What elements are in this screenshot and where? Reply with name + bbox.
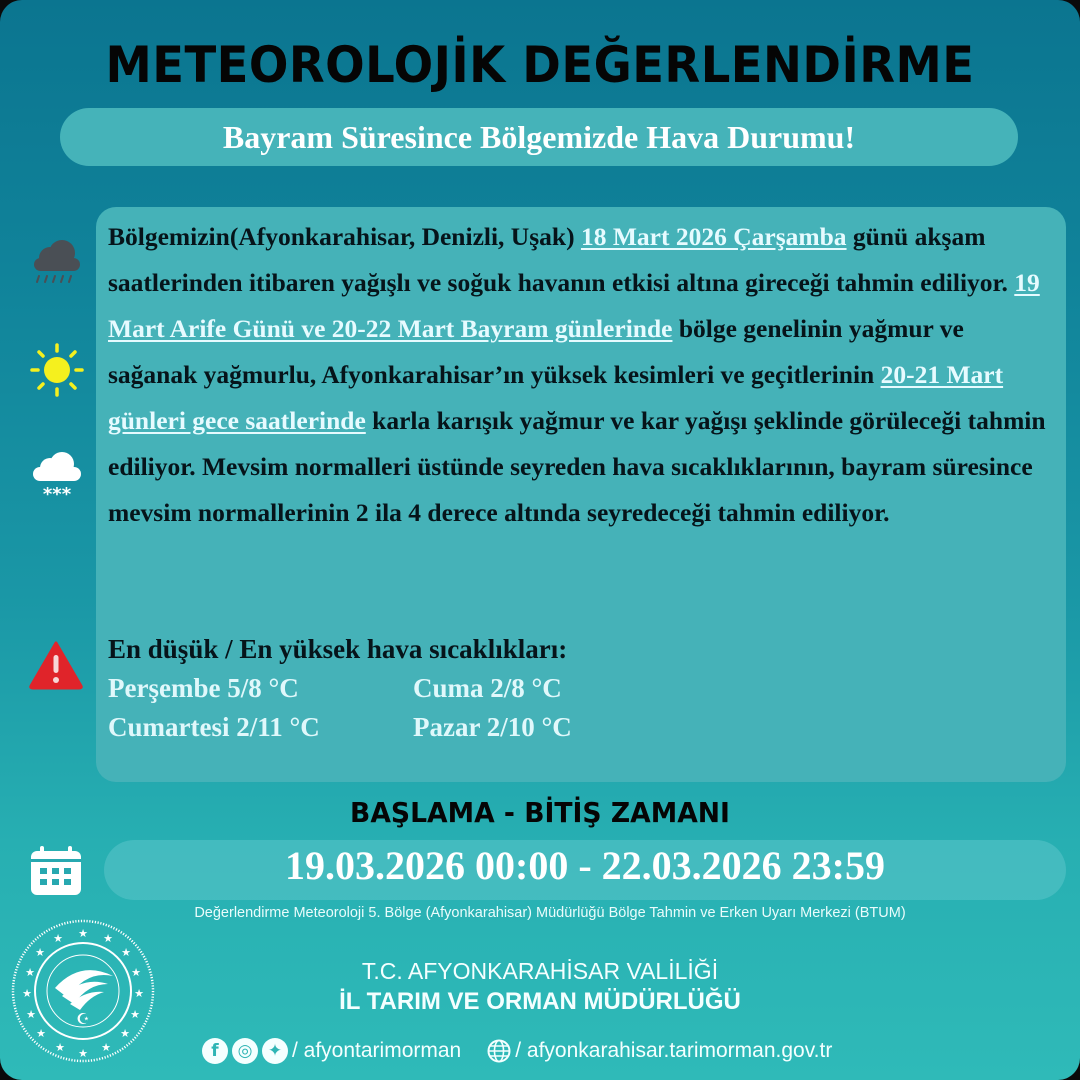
- svg-text:★: ★: [55, 1041, 65, 1054]
- snow-cloud-icon: [30, 450, 84, 504]
- warning-icon: [28, 640, 84, 690]
- forecast-text: karla karışık yağmur ve kar yağışı şeklinde görüleceği tahmin ediliyor. Mevsim normalleri üstünde seyreden hava sıcaklıklarının, bayram süresince mevsim normallerinin 2 ila 4 derece altında seyredeceği tahmin ediliyor.: [108, 406, 1046, 527]
- svg-text:★: ★: [36, 1027, 46, 1040]
- svg-text:***: ***: [42, 484, 72, 504]
- svg-text:☪: ☪: [76, 1010, 90, 1028]
- validity-title: BAŞLAMA - BİTİŞ ZAMANI: [350, 796, 730, 829]
- svg-text:★: ★: [121, 946, 131, 959]
- facebook-icon[interactable]: f: [202, 1038, 228, 1064]
- sun-icon: [30, 343, 84, 397]
- temp-friday: Cuma 2/8 °C: [413, 673, 562, 703]
- temp-sunday: Pazar 2/10 °C: [413, 712, 572, 742]
- svg-text:★: ★: [120, 1027, 130, 1040]
- svg-text:★: ★: [25, 966, 35, 979]
- forecast-text: günü akşam saatlerinden itibaren yağışlı ve soğuk havanın etkisi altına gireceği tahmin ediliyor.: [108, 222, 1015, 297]
- svg-text:★: ★: [134, 987, 144, 1000]
- twitter-icon[interactable]: ✦: [262, 1038, 288, 1064]
- calendar-icon: [30, 846, 82, 896]
- svg-text:★: ★: [130, 1008, 140, 1021]
- subtitle-text: Bayram Süresince Bölgemizde Hava Durumu!: [222, 118, 856, 155]
- validity-range: 19.03.2026 00:00 - 22.03.2026 23:59: [285, 843, 885, 888]
- rain-cloud-icon: [30, 236, 84, 290]
- temperature-heading: En düşük / En yüksek hava sıcaklıkları:: [108, 634, 568, 664]
- globe-icon: [487, 1039, 511, 1063]
- highlight-date-start: 18 Mart 2026 Çarşamba: [580, 222, 847, 251]
- subtitle-banner: [60, 108, 1018, 166]
- temperature-list: [108, 630, 708, 747]
- social-links: [202, 1036, 832, 1066]
- svg-text:★: ★: [26, 1008, 36, 1021]
- svg-text:★: ★: [35, 946, 45, 959]
- temp-thursday: Perşembe 5/8 °C: [108, 673, 299, 703]
- temperature-row: [108, 669, 708, 708]
- svg-text:★: ★: [53, 932, 63, 945]
- social-handle[interactable]: / afyontarimorman: [292, 1039, 462, 1062]
- highlight-snow-nights: 20-21 Mart günleri gece saatlerinde: [108, 360, 1004, 435]
- svg-text:★: ★: [103, 932, 113, 945]
- temperature-row: [108, 708, 708, 747]
- forecast-paragraph: [108, 214, 1058, 536]
- svg-text:★: ★: [131, 966, 141, 979]
- org-directorate: İL TARIM VE ORMAN MÜDÜRLÜĞÜ: [339, 988, 741, 1015]
- source-credit: Değerlendirme Meteoroloji 5. Bölge (Afyonkarahisar) Müdürlüğü Bölge Tahmin ve Erken Uyarı Merkezi (BTUM): [194, 905, 906, 921]
- highlight-holiday-days: 19 Mart Arife Günü ve 20-22 Mart Bayram günlerinde: [108, 268, 1040, 343]
- instagram-icon[interactable]: ◎: [232, 1038, 258, 1064]
- org-governorship: T.C. AFYONKARAHİSAR VALİLİĞİ: [361, 958, 719, 984]
- page-title: METEOROLOJİK DEĞERLENDİRME: [105, 36, 975, 94]
- svg-text:★: ★: [78, 1047, 88, 1060]
- temp-saturday: Cumartesi 2/11 °C: [108, 712, 320, 742]
- forecast-text: Bölgemizin(Afyonkarahisar, Denizli, Uşak): [108, 222, 581, 251]
- ministry-seal-logo: [10, 918, 156, 1064]
- svg-text:★: ★: [101, 1041, 111, 1054]
- website-link[interactable]: / afyonkarahisar.tarimorman.gov.tr: [515, 1039, 833, 1062]
- svg-text:★: ★: [78, 927, 88, 940]
- svg-text:★: ★: [22, 987, 32, 1000]
- forecast-text: bölge genelinin yağmur ve sağanak yağmurlu, Afyonkarahisar’ın yüksek kesimleri ve geçitlerinin: [108, 314, 964, 389]
